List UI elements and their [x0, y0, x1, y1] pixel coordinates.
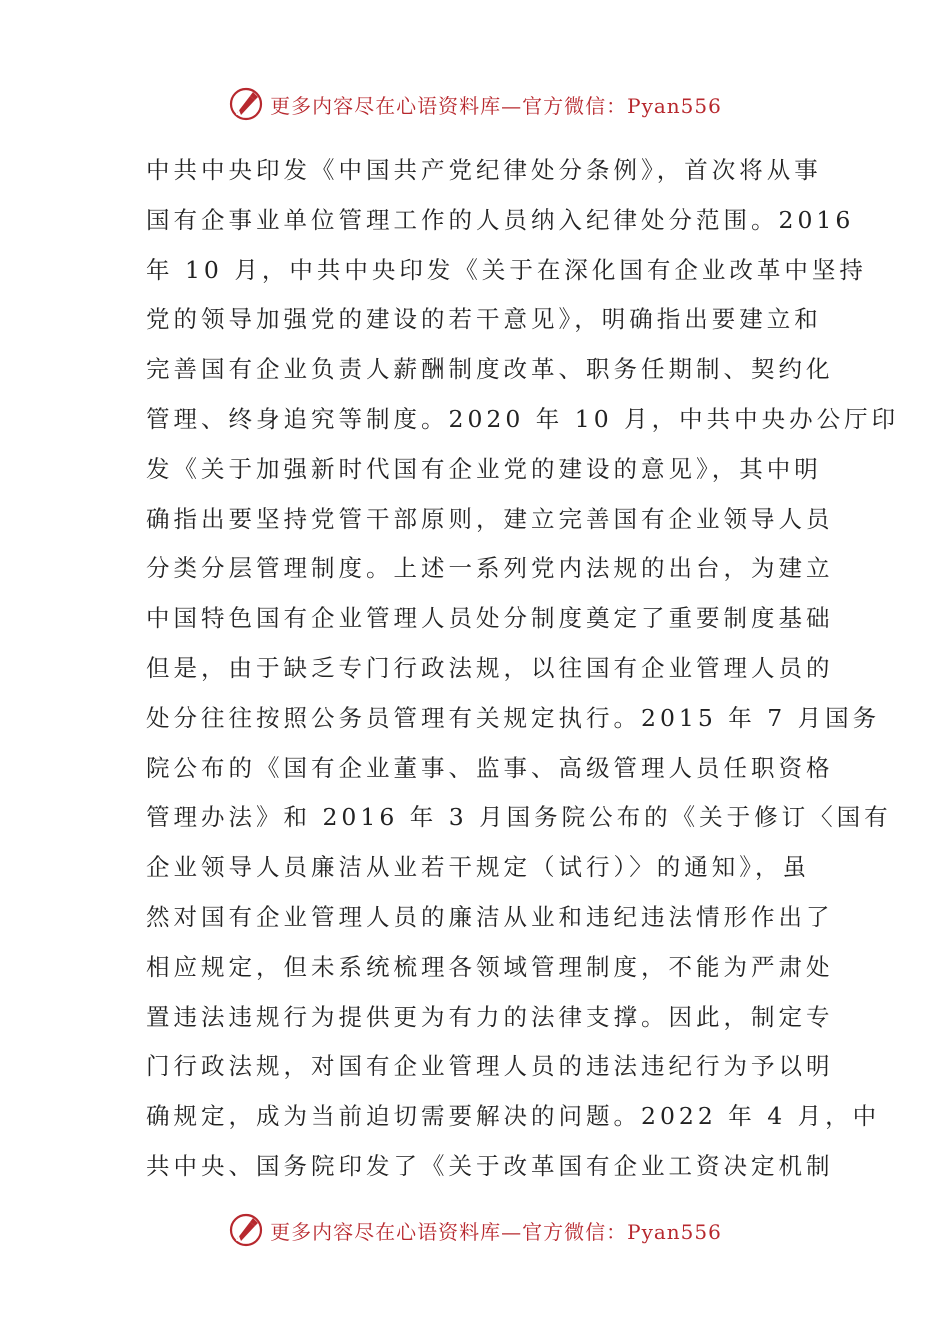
- body-line: 置违法违规行为提供更为有力的法律支撑。因此，制定专: [146, 1002, 834, 1031]
- body-line: 年 10 月，中共中央印发《关于在深化国有企业改革中坚持: [146, 255, 867, 284]
- body-line: 确规定，成为当前迫切需要解决的问题。2022 年 4 月，中: [146, 1102, 881, 1131]
- body-line: 分类分层管理制度。上述一系列党内法规的出台，为建立: [146, 554, 834, 583]
- footer-banner: [0, 1210, 950, 1250]
- body-line: 党的领导加强党的建设的若干意见》，明确指出要建立和: [146, 305, 822, 334]
- body-line: 中国特色国有企业管理人员处分制度奠定了重要制度基础: [146, 604, 834, 633]
- body-line: 管理、终身追究等制度。2020 年 10 月，中共中央办公厅印: [146, 404, 900, 433]
- body-line: 发《关于加强新时代国有企业党的建设的意见》，其中明: [146, 454, 822, 483]
- body-line: 门行政法规，对国有企业管理人员的违法违纪行为予以明: [146, 1052, 834, 1081]
- footer-banner-text: 更多内容尽在心语资料库—官方微信：Pyan556: [270, 1219, 722, 1244]
- pen-nib-logo-icon: [228, 1212, 264, 1248]
- body-line: 但是，由于缺乏专门行政法规，以往国有企业管理人员的: [146, 653, 834, 682]
- header-banner-text: 更多内容尽在心语资料库—官方微信：Pyan556: [270, 93, 722, 118]
- pen-nib-logo-icon: [228, 86, 264, 122]
- body-line: 中共中央印发《中国共产党纪律处分条例》，首次将从事: [146, 156, 822, 184]
- body-line: 管理办法》和 2016 年 3 月国务院公布的《关于修订〈国有: [146, 803, 892, 832]
- header-banner: [0, 84, 950, 124]
- document-body: [146, 146, 900, 1192]
- body-line: 然对国有企业管理人员的廉洁从业和违纪违法情形作出了: [146, 902, 834, 931]
- body-line: 相应规定，但未系统梳理各领域管理制度，不能为严肃处: [146, 952, 834, 981]
- body-line: 国有企事业单位管理工作的人员纳入纪律处分范围。2016: [146, 205, 855, 234]
- body-line: 处分往往按照公务员管理有关规定执行。2015 年 7 月国务: [146, 703, 881, 732]
- body-line: 完善国有企业负责人薪酬制度改革、职务任期制、契约化: [146, 355, 834, 384]
- body-line: 院公布的《国有企业董事、监事、高级管理人员任职资格: [146, 753, 834, 782]
- body-line: 共中央、国务院印发了《关于改革国有企业工资决定机制: [146, 1151, 834, 1180]
- body-line: 企业领导人员廉洁从业若干规定（试行）〉的通知》，虽: [146, 853, 810, 882]
- body-line: 确指出要坚持党管干部原则，建立完善国有企业领导人员: [146, 504, 834, 533]
